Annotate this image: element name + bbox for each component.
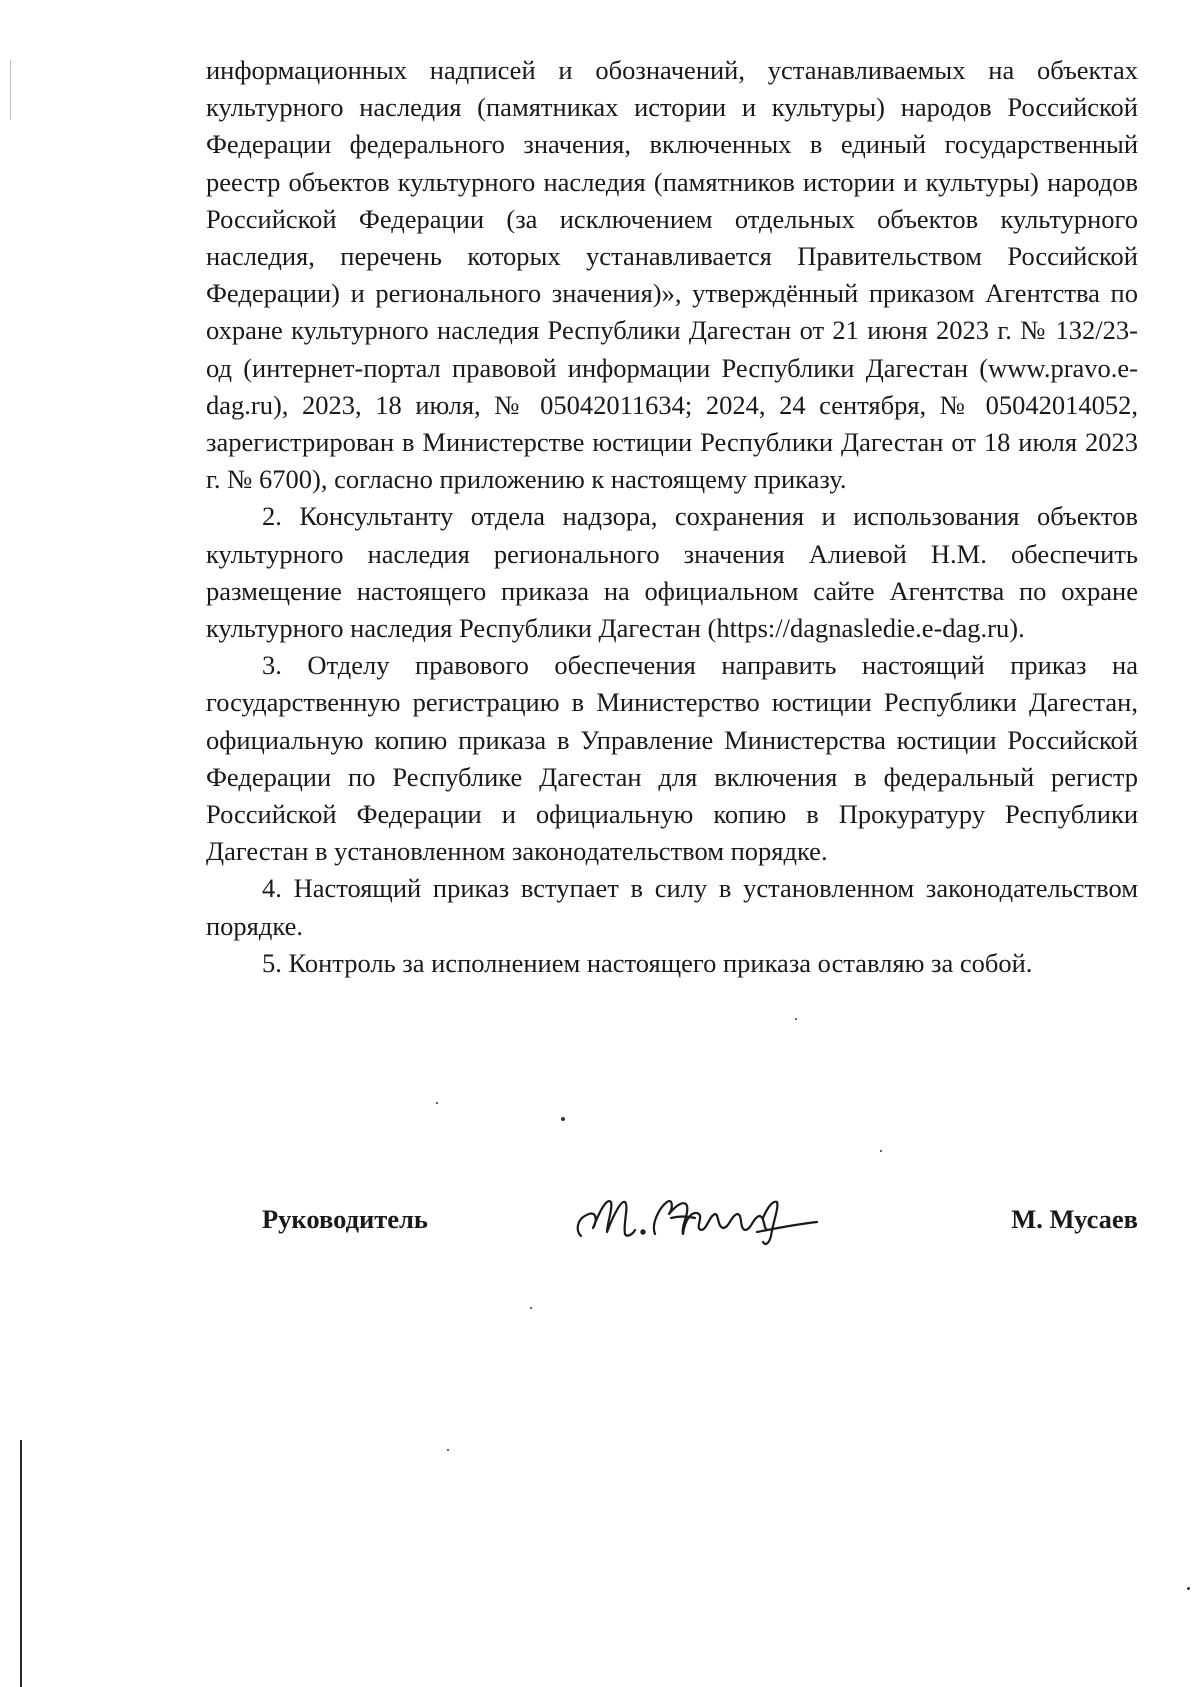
scan-speck (447, 1449, 449, 1451)
scan-edge-line-top (10, 60, 11, 120)
scan-speck (561, 1117, 565, 1121)
paragraph-item-5: 5. Контроль за исполнением настоящего приказа оставляю за собой. (262, 947, 1033, 978)
signature-block (262, 1192, 1138, 1262)
scan-speck (1187, 1587, 1190, 1590)
paragraph-item-4: 4. Настоящий приказ вступает в силу в установленном законодательством порядке. (206, 873, 1138, 941)
scan-speck (530, 1307, 532, 1309)
scan-speck (880, 1150, 882, 1152)
signatory-title: Руководитель (262, 1204, 428, 1234)
paragraph-item-2: 2. Консультанту отдела надзора, сохранения и использования объектов культурного наследия регионального значения Алиевой Н.М. обеспечить размещение настоящего приказа на официальном сайте Агентства по охране культурного наследия Республики Дагестан (https://dagnasledie.e-dag.ru). (206, 501, 1138, 644)
scan-speck (436, 1102, 438, 1104)
signatory-name: М. Мусаев (1011, 1204, 1138, 1234)
paragraph-item-3: 3. Отделу правового обеспечения направить настоящий приказ на государственную регистрацию в Министерство юстиции Республики Дагестан, официальную копию приказа в Управление Министерства юстиции Российской Федерации по Республике Дагестан для включения в федеральный регистр Российской Федерации и официальную копию в Прокуратуру Республики Дагестан в установленном законодательством порядке. (206, 650, 1138, 867)
handwritten-signature (567, 1178, 827, 1258)
paragraph-continuation: информационных надписей и обозначений, устанавливаемых на объектах культурного наследия (памятниках истории и культуры) народов Российской Федерации федерального значения, включенных в единый государственный реестр объектов культурного наследия (памятников истории и культуры) народов Российской Федерации (за исключением отдельных объектов культурного наследия, перечень которых устанавливается Правительством Российской Федерации) и регионального значения)», утверждённый приказом Агентства по охране культурного наследия Республики Дагестан от 21 июня 2023 г. № 132/23-од (интернет-портал правовой информации Республики Дагестан (www.pravo.e-dag.ru), 2023, 18 июля, № 05042011634; 2024, 24 сентября, № 05042014052, зарегистрирован в Министерстве юстиции Республики Дагестан от 18 июля 2023 г. № 6700), согласно приложению к настоящему приказу. (206, 55, 1138, 495)
document-body (206, 52, 1138, 982)
scan-speck (795, 1018, 797, 1020)
scan-edge-line-bottom (20, 1440, 22, 1687)
